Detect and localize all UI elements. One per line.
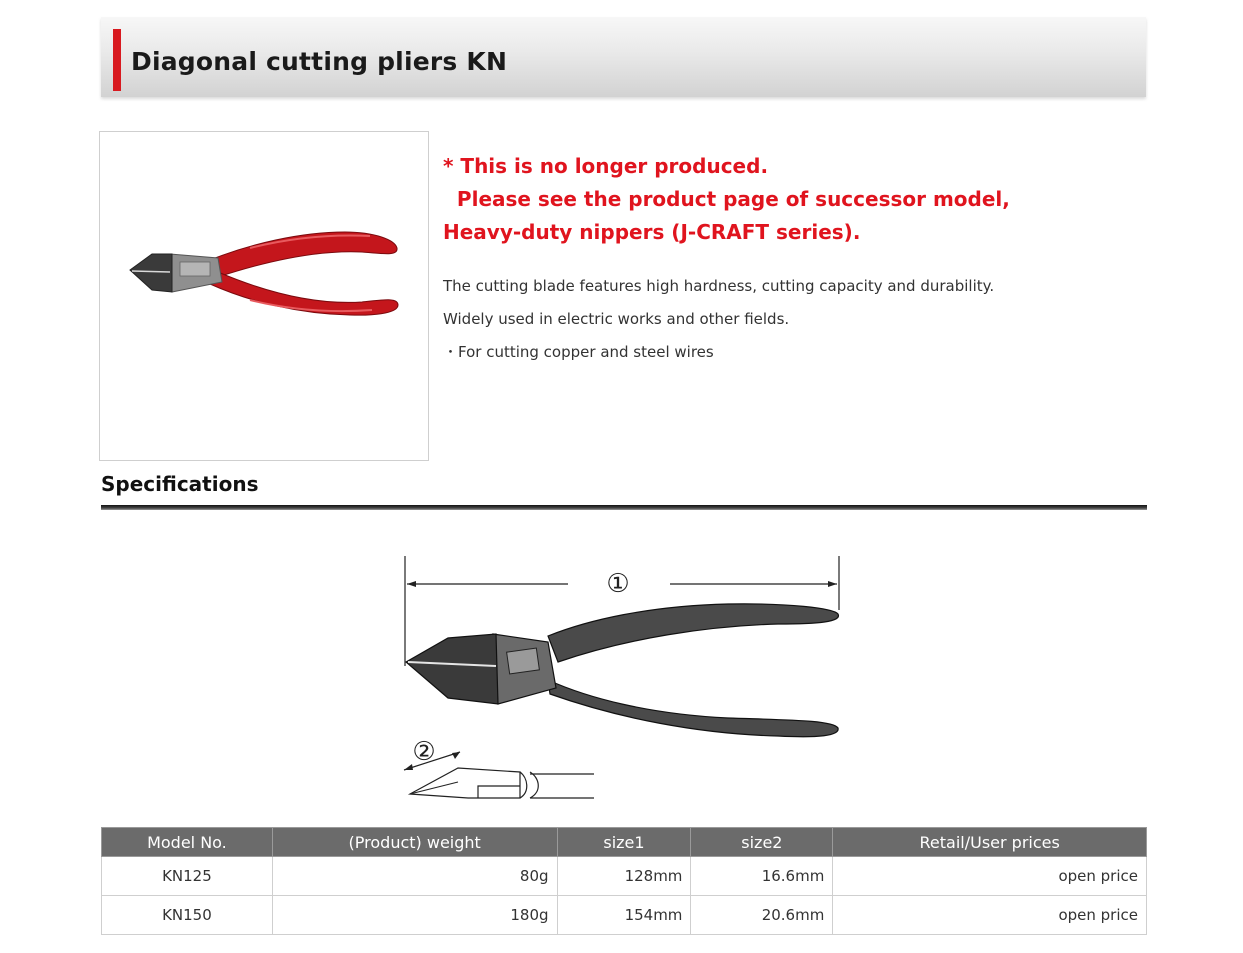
column-header-size2: size2: [691, 828, 833, 857]
cell-model: KN125: [102, 857, 273, 896]
notice-line: * This is no longer produced.: [443, 154, 769, 178]
specifications-table: [101, 827, 1147, 935]
cell-price: open price: [833, 857, 1147, 896]
cell-weight: 180g: [272, 896, 557, 935]
product-description: [443, 270, 994, 369]
product-photo: [99, 131, 429, 461]
title-accent-bar: [113, 29, 121, 91]
description-line: Widely used in electric works and other fields.: [443, 310, 790, 328]
table-row: [102, 857, 1147, 896]
notice-line: Heavy-duty nippers (J-CRAFT series).: [443, 220, 861, 244]
page-title: Diagonal cutting pliers KN: [131, 47, 508, 76]
size1-label: ①: [606, 569, 630, 599]
title-bar: [101, 17, 1146, 97]
cell-weight: 80g: [272, 857, 557, 896]
size2-label: ②: [412, 737, 436, 767]
cell-model: KN150: [102, 896, 273, 935]
diagonal-pliers-photo-icon: [100, 132, 428, 460]
description-line: The cutting blade features high hardness, cutting capacity and durability.: [443, 277, 995, 295]
column-header-weight: (Product) weight: [272, 828, 557, 857]
column-header-price: Retail/User prices: [833, 828, 1147, 857]
table-row: [102, 896, 1147, 935]
section-divider: [101, 505, 1147, 510]
pliers-dimension-drawing-icon: [398, 548, 848, 810]
cell-size2: 16.6mm: [691, 857, 833, 896]
cell-size2: 20.6mm: [691, 896, 833, 935]
table-header-row: [102, 828, 1147, 857]
cell-size1: 154mm: [557, 896, 691, 935]
cell-price: open price: [833, 896, 1147, 935]
column-header-size1: size1: [557, 828, 691, 857]
description-line: ・For cutting copper and steel wires: [443, 343, 714, 361]
cell-size1: 128mm: [557, 857, 691, 896]
specifications-heading: Specifications: [101, 472, 259, 496]
discontinued-notice: [443, 150, 1010, 249]
column-header-model: Model No.: [102, 828, 273, 857]
notice-line: Please see the product page of successor model,: [443, 187, 1010, 211]
